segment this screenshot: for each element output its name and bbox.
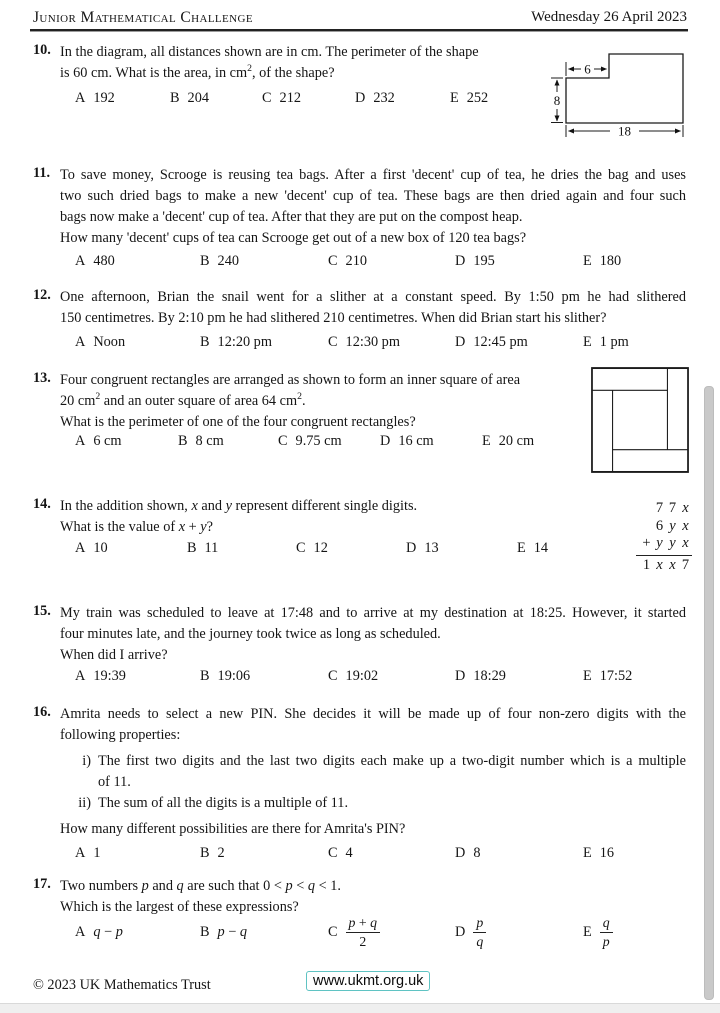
question-number: 14.	[33, 496, 51, 512]
question-line: In the diagram, all distances shown are in cm. The perimeter of the shape	[60, 44, 479, 60]
scrollbar-thumb[interactable]	[704, 386, 714, 1000]
question-line: What is the value of x + y?	[60, 519, 214, 535]
question-line: The sum of all the digits is a multiple of 11.	[98, 795, 349, 811]
option-d: D 12:45 pm	[455, 334, 528, 350]
question-line: One afternoon, Brian the snail went for a slither at a constant speed. By 1:50 pm he had slithered	[60, 289, 686, 305]
header-rule	[30, 29, 688, 32]
option-e: E 1 pm	[583, 334, 629, 350]
addition-result-row: 1 x x 7	[636, 555, 692, 575]
question-line: How many different possibilities are there for Amrita's PIN?	[60, 821, 406, 837]
addition-row: 7 7 x	[655, 500, 689, 516]
footer-link[interactable]: www.ukmt.org.uk	[306, 971, 430, 991]
option-e: E 14	[517, 540, 549, 556]
option-c: C 19:02	[328, 668, 379, 684]
question-line: two such dried bags to make a new 'decent' cup of tea. These bags are then dried again and four such	[60, 188, 686, 204]
question-number: 11.	[33, 165, 51, 181]
option-a: A 1	[75, 845, 101, 861]
question-line: Four congruent rectangles are arranged as shown to form an inner square of area	[60, 372, 521, 388]
question-line: To save money, Scrooge is reusing tea bags. After a first 'decent' cup of tea, he dries the bag and uses	[60, 167, 686, 183]
question-line: When did I arrive?	[60, 647, 168, 663]
option-b: B 2	[200, 845, 225, 861]
header-date: Wednesday 26 April 2023	[531, 9, 687, 25]
option-d: D 13	[406, 540, 439, 556]
question-number: 17.	[33, 876, 51, 892]
question-line: four minutes late, and the journey took twice as long as scheduled.	[60, 626, 441, 642]
option-b: B 8 cm	[178, 433, 224, 449]
option-d: D 232	[355, 90, 395, 106]
question-line: is 60 cm. What is the area, in $cm^2$, of the shape?	[60, 63, 335, 81]
question-number: 16.	[33, 704, 51, 720]
option-a: A 10	[75, 540, 108, 556]
question-number: 10.	[33, 42, 51, 58]
option-c: C 212	[262, 90, 301, 106]
l-shape-diagram	[548, 48, 690, 142]
question-line: My train was scheduled to leave at 17:48 and to arrive at my destination at 18:25. However, it started	[60, 605, 686, 621]
question-line: How many 'decent' cups of tea can Scrooge get out of a new box of 120 tea bags?	[60, 230, 527, 246]
option-d: D $\frac{p}{q}$	[455, 908, 486, 956]
option-a: A 6 cm	[75, 433, 122, 449]
question-line: 20 $cm^2$ and an outer square of area 64 $cm^2$.	[60, 391, 306, 409]
addition-row: 6 y x	[655, 517, 689, 534]
option-b: B 240	[200, 253, 239, 269]
option-e: E 252	[450, 90, 489, 106]
dim-label-bottom: 18	[618, 123, 631, 139]
question-line: of 11.	[98, 774, 131, 790]
addition-row: + y y x	[642, 535, 689, 551]
question-number: 13.	[33, 370, 51, 386]
option-c: C 4	[328, 845, 353, 861]
question-line: following properties:	[60, 727, 181, 743]
list-item-label: i)	[82, 753, 91, 769]
question-line: In the addition shown, x and y represent different single digits.	[60, 498, 418, 514]
option-a: A 480	[75, 253, 115, 269]
option-a: A q − p	[75, 923, 123, 940]
option-d: D 18:29	[455, 668, 506, 684]
option-c: C 9.75 cm	[278, 433, 342, 449]
option-b: B p − q	[200, 923, 248, 940]
question-line: What is the perimeter of one of the four congruent rectangles?	[60, 414, 416, 430]
dim-label-top: 6	[584, 61, 591, 77]
pinwheel-squares-diagram	[591, 367, 689, 473]
option-c: C $\frac{p + q}{2}$	[328, 908, 380, 956]
option-d: D 16 cm	[380, 433, 434, 449]
option-e: E 180	[583, 253, 622, 269]
option-a: A 19:39	[75, 668, 126, 684]
option-e: E 17:52	[583, 668, 633, 684]
addition-sum-diagram	[636, 500, 692, 574]
question-line: Which is the largest of these expressions?	[60, 899, 299, 915]
option-d: D 8	[455, 845, 481, 861]
list-item-label: ii)	[78, 795, 91, 811]
option-b: B 204	[170, 90, 209, 106]
dim-label-left: 8	[553, 93, 561, 108]
question-line: The first two digits and the last two digits each make up a two-digit number which is a multiple	[98, 753, 686, 769]
question-number: 12.	[33, 287, 51, 303]
option-b: B 19:06	[200, 668, 251, 684]
option-c: C 12	[296, 540, 328, 556]
option-a: A 192	[75, 90, 115, 106]
question-line: 150 centimetres. By 2:10 pm he had slithered 210 centimetres. When did Brian start his slither?	[60, 310, 607, 326]
question-line: Two numbers p and q are such that 0 < p < q < 1.	[60, 878, 341, 894]
option-e: E 16	[583, 845, 615, 861]
question-line: Amrita needs to select a new PIN. She decides it will be made up of four non-zero digits with the	[60, 706, 686, 722]
question-line: bags now make a 'decent' cup of tea. After that they are put on the compost heap.	[60, 209, 523, 225]
footer-copyright: © 2023 UK Mathematics Trust	[33, 977, 211, 993]
option-c: C 210	[328, 253, 367, 269]
option-a: A Noon	[75, 334, 126, 350]
page-title: Junior Mathematical Challenge	[33, 9, 253, 26]
option-b: B 12:20 pm	[200, 334, 272, 350]
option-b: B 11	[187, 540, 219, 556]
option-d: D 195	[455, 253, 495, 269]
option-e: E $\frac{q}{p}$	[583, 908, 613, 956]
question-number: 15.	[33, 603, 51, 619]
option-c: C 12:30 pm	[328, 334, 400, 350]
option-e: E 20 cm	[482, 433, 535, 449]
